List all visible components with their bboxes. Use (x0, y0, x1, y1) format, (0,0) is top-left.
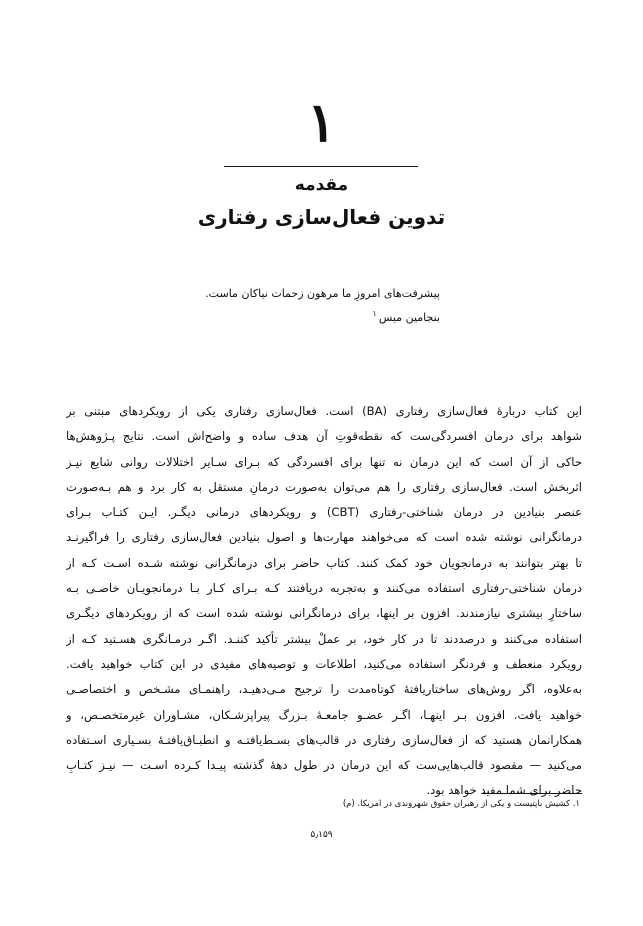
body-line: عنصر بنیادین در درمان شناختی-رفتاری (CBT) و رویکردهای درمانی دیگـر. ایـن کتـاب بـرای (66, 505, 582, 520)
body-line: خواهید یافت. افزون بـر اینهـا، اگـر عضـو جامعـهٔ بـزرگ پیراپزشـکان، مشـاوران غیرمتخصـص، و (66, 707, 582, 722)
body-line: ساختارِ بیشتری نیازمندند. افزون بر اینها، برای درمانگرانی نوشته شده است که از رویکردهای دیگـری (66, 606, 582, 621)
body-line: حاکی از آن است که این درمان نه تنها برای افسردگی که بـرای سـایر اختلالات روانی شایع نیـز (66, 454, 582, 469)
body-line: رویکرد منعطف و فردنگر استفاده می‌کنید، اطلاعات و توصیه‌های مفیدی در این کتاب خواهید یافت. (66, 656, 582, 671)
chapter-label: مقدمه (294, 175, 349, 195)
epigraph-author: بنجامین میس (378, 311, 440, 324)
body-line: تا بهتر بتوانند به درمانجویان خود کمک کنند. کتاب حاضر برای درمانگرانی نوشته شـده اسـت کـه از (66, 555, 582, 570)
chapter-number: ۱ (306, 90, 336, 154)
body-line: همکارانمان هستید که از فعال‌سازی رفتاری در قالب‌های بسـط‌یافتـه و انطبـاق‌یافتـهٔ بسـیاری اسـتفاده (66, 732, 582, 747)
body-line: اثربخش است. فعال‌سازی رفتاری را هم می‌توان به‌صورت درمانِ مستقل به کار برد و هم بـه‌صورت (66, 479, 582, 494)
epigraph-quote: پیشرفت‌های امروزِ ما مرهون زحمات نیاکان ماست. (205, 287, 440, 300)
body-line: به‌علاوه، اگر روش‌های ساختاریافتهٔ کوتاه‌مدت را ترجیح مـی‌دهیـد، راهنمـای مشـخص و اختصاصـی (66, 682, 582, 697)
footnote: ۱. کشیش باپتیست و یکی از رهبران حقوق شهروندی در امریکا. (م) (342, 799, 580, 809)
body-paragraph (66, 399, 582, 804)
body-line: حاضر برای شما مفید خواهد بود. (426, 783, 582, 798)
footnote-divider (482, 793, 582, 794)
body-line: این کتاب دربارهٔ فعال‌سازی رفتاری (BA) است. فعال‌سازی رفتاری یکی از رویکردهای مبتنی بر (66, 404, 582, 418)
body-line: می‌کنید — مقصود قالب‌هایی‌ست که این درمان در طول دههٔ گذشته پیـدا کـرده اسـت — نیـز کتـابِ (66, 758, 582, 773)
title-divider (224, 166, 418, 167)
footnote-marker: ۱ (372, 309, 377, 319)
body-line: درمان شناختی-رفتاری استفاده می‌کنند و به‌تجربه دریافتند کـه بـرای کـار بـا درمانجویـان خاصـی بـه (66, 581, 582, 596)
page-number: ۵٫۱۵۹ (310, 830, 333, 840)
chapter-title: تدوین فعال‌سازی رفتاری (197, 205, 446, 229)
epigraph-author-line (150, 307, 440, 329)
body-line: شواهد برای درمان افسردگی‌ست که نقطه‌قوتِ آن هدف ساده و واضح‌اش است. نتایج پـژوهش‌ها (66, 429, 582, 444)
body-line: درمانگرانی نوشته شده است که می‌خواهند مهارت‌ها و اصول بنیادین فعال‌سازی رفتاری را فراگیرنـد (66, 530, 582, 545)
body-line: استفاده می‌کنند و درصددند تا در کار خود، بر عملْ بیشتر تأکید کننـد. اگـر درمـانگری هسـتید کـه از (66, 631, 582, 646)
